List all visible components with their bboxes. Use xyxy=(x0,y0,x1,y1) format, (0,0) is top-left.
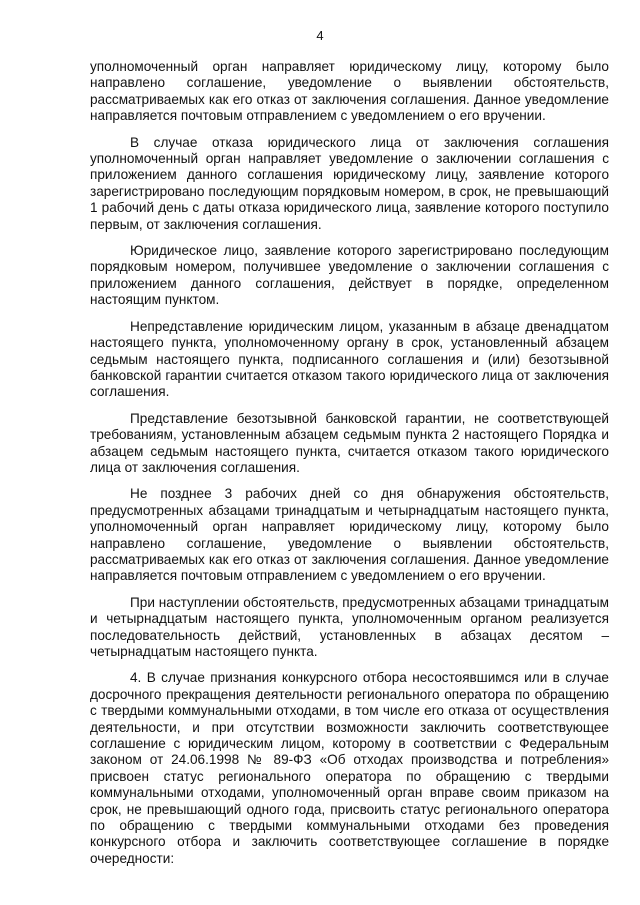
paragraph-2: В случае отказа юридического лица от заключения соглашения уполномоченный орган направляет уведомление о заключении соглашения с приложением данного соглашения юридическому лицу, заявление которого зарегистрировано последующим порядковым номером, в срок, не превышающий 1 рабочий день с даты отказа юридического лица, заявление которого поступило первым, от заключения соглашения. xyxy=(90,134,609,232)
paragraph-7: При наступлении обстоятельств, предусмотренных абзацами тринадцатым и четырнадцатым настоящего пункта, уполномоченным органом реализуется последовательность действий, установленных в абзацах десятом – четырнадцатым настоящего пункта. xyxy=(90,594,609,659)
paragraph-6: Не позднее 3 рабочих дней со дня обнаружения обстоятельств, предусмотренных абзацами тринадцатым и четырнадцатым настоящего пункта, уполномоченный орган направляет юридическому лицу, которому было направлено соглашение, уведомление о выявлении обстоятельств, рассматриваемых как его отказ от заключения соглашения. Данное уведомление направляется почтовым отправлением с уведомлением о его вручении. xyxy=(90,486,609,584)
paragraph-1: уполномоченный орган направляет юридическому лицу, которому было направлено соглашение, уведомление о выявлении обстоятельств, рассматриваемых как его отказ от заключения соглашения. Данное уведомление направляется почтовым отправлением с уведомлением о его вручении. xyxy=(90,59,609,124)
document-body xyxy=(90,59,609,877)
paragraph-8: 4. В случае признания конкурсного отбора несостоявшимся или в случае досрочного прекращения деятельности регионального оператора по обращению с твердыми коммунальными отходами, в том числе его отказа от осуществления деятельности, и при отсутствии возможности заключить соответствующее соглашение с юридическим лицом, которому в соответствии с Федеральным законом от 24.06.1998 № 89-ФЗ «Об отходах производства и потребления» присвоен статус регионального оператора по обращению с твердыми коммунальными отходами, уполномоченный орган вправе своим приказом на срок, не превышающий одного года, присвоить статус регионального оператора по обращению с твердыми коммунальными отходами без проведения конкурсного отбора и заключить соответствующее соглашение в порядке очередности: xyxy=(90,670,609,866)
page-number: 4 xyxy=(316,28,324,43)
paragraph-4: Непредставление юридическим лицом, указанным в абзаце двенадцатом настоящего пункта, уполномоченному органу в срок, установленный абзацем седьмым настоящего пункта, подписанного соглашения и (или) безотзывной банковской гарантии считается отказом такого юридического лица от заключения соглашения. xyxy=(90,318,609,400)
paragraph-3: Юридическое лицо, заявление которого зарегистрировано последующим порядковым номером, получившее уведомление о заключении соглашения с приложением данного соглашения, действует в порядке, определенном настоящим пунктом. xyxy=(90,243,609,308)
paragraph-5: Представление безотзывной банковской гарантии, не соответствующей требованиям, установленным абзацем седьмым пункта 2 настоящего Порядка и абзацем седьмым настоящего пункта, считается отказом такого юридического лица от заключения соглашения. xyxy=(90,410,609,475)
